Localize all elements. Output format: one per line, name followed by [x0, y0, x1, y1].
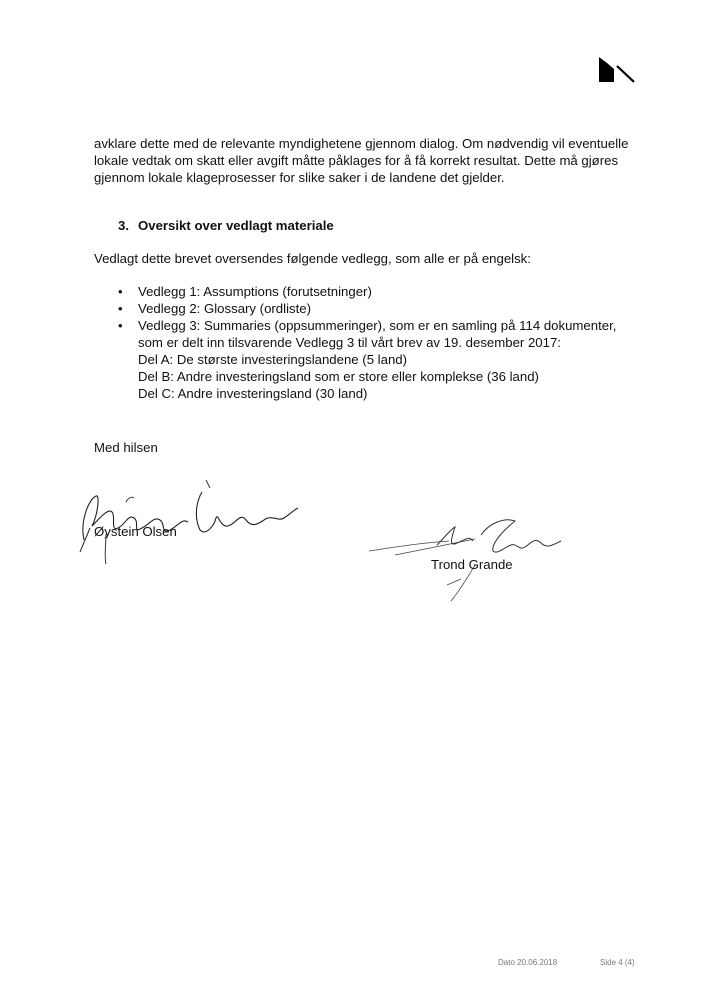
section-title: Oversikt over vedlagt materiale — [138, 218, 334, 233]
list-item — [118, 300, 638, 317]
bullet-icon: • — [118, 301, 123, 316]
section-heading — [118, 218, 334, 233]
attachment-text: Vedlegg 1: Assumptions (forutsetninger) — [138, 284, 372, 299]
attachments-intro: Vedlagt dette brevet oversendes følgende vedlegg, som alle er på engelsk: — [94, 251, 531, 266]
attachment-text: Vedlegg 3: Summaries (oppsummeringer), som er en samling på 114 dokumenter, som er delt inn tilsvarende Vedlegg 3 til vårt brev av 19. desember 2017: — [138, 318, 617, 350]
attachment-list — [118, 283, 638, 402]
signatory-name: Trond Grande — [431, 557, 513, 572]
intro-paragraph: avklare dette med de relevante myndighetene gjennom dialog. Om nødvendig vil eventuelle lokale vedtak om skatt eller avgift måtte påklages for å få korrekt resultat. Dette må gjøres gjennom lokale klageprosesser for slike saker i de landene det gjelder. — [94, 136, 629, 185]
section-number: 3. — [118, 218, 129, 233]
list-item — [118, 317, 638, 402]
attachment-part: Del C: Andre investeringsland (30 land) — [138, 386, 368, 401]
bullet-icon: • — [118, 284, 123, 299]
attachment-text: Vedlegg 2: Glossary (ordliste) — [138, 301, 311, 316]
attachment-part: Del A: De største investeringslandene (5 land) — [138, 352, 408, 367]
footer-date: Dato 20.06.2018 — [498, 958, 558, 967]
attachment-part: Del B: Andre investeringsland som er store eller komplekse (36 land) — [138, 369, 539, 384]
closing-greeting: Med hilsen — [94, 440, 158, 455]
bullet-icon: • — [118, 318, 123, 333]
list-item — [118, 283, 638, 300]
signature-olsen — [70, 478, 300, 568]
signatory-name: Øystein Olsen — [94, 524, 177, 539]
footer-page-number: Side 4 (4) — [600, 958, 635, 967]
logo-icon — [597, 54, 637, 84]
